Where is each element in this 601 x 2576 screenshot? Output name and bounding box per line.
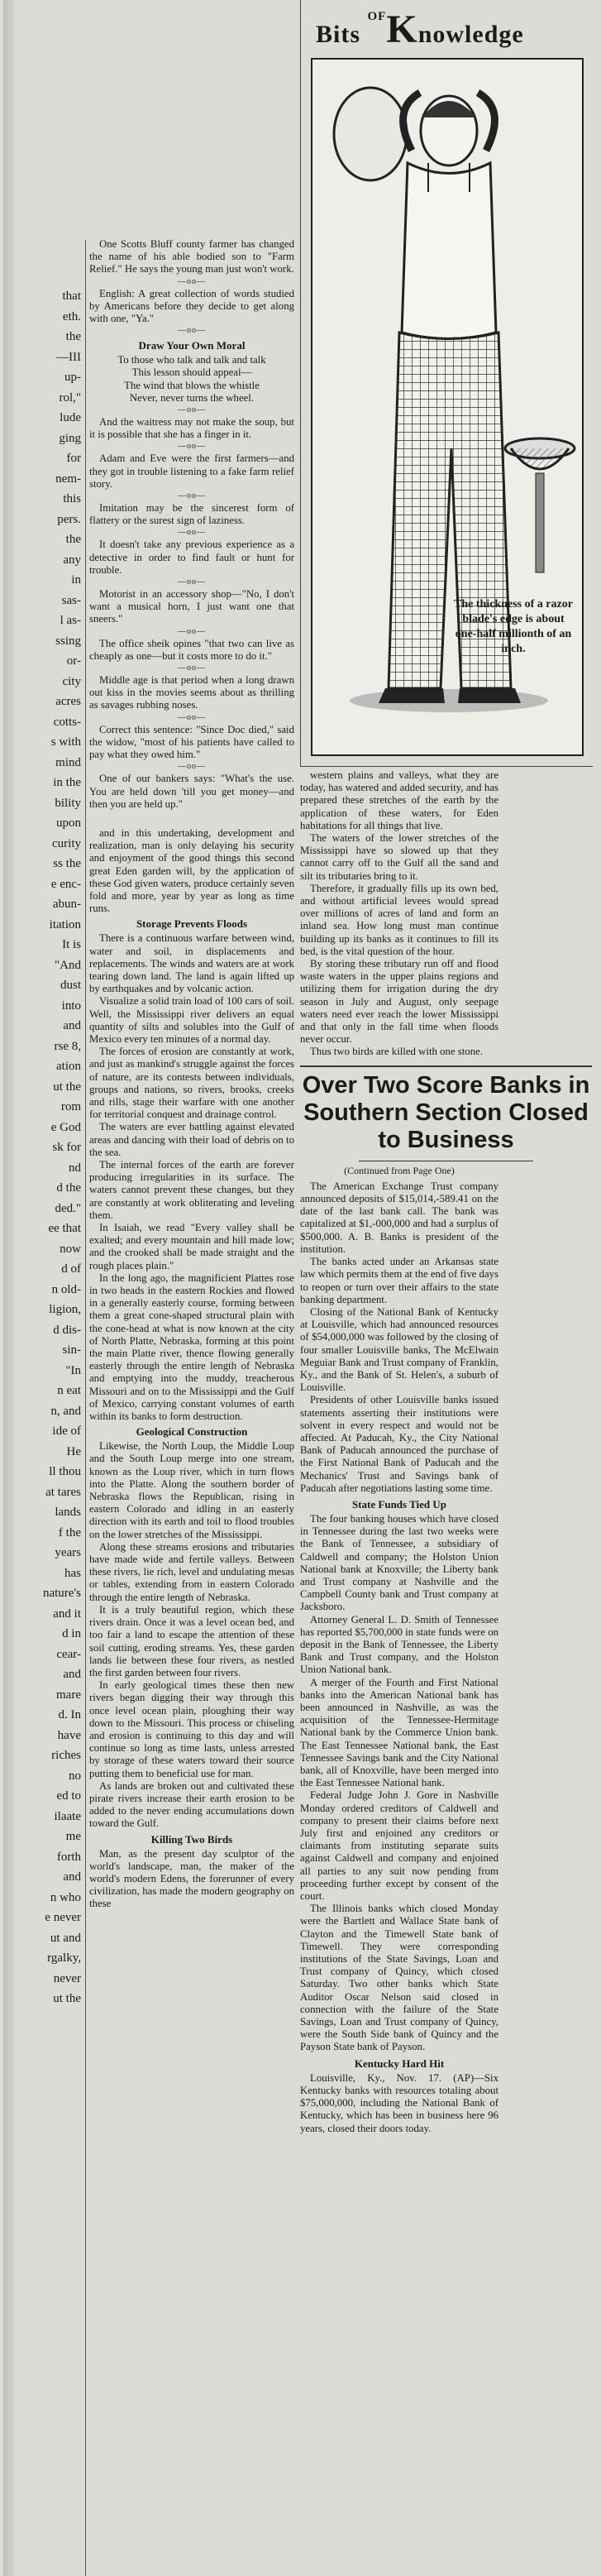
left-fragment: ation — [56, 1060, 81, 1073]
left-fragment: d of — [61, 1262, 81, 1276]
divider: —oo— — [178, 577, 206, 587]
paragraph: western plains and valleys, what they are today, has watered and added security, and has prepared these stretches of the earth by the application of these waters, for Eden habitations for all things that live. — [300, 769, 498, 831]
left-fragment: ded." — [55, 1201, 81, 1215]
paragraph: Visualize a solid train load of 100 cars of soil. Well, the Mississippi river delivers an equal quantity of silts and solubles into the Gulf of Mexico every ten minutes of a normal day. — [89, 995, 294, 1045]
divider: —oo— — [178, 626, 206, 636]
column-rule — [85, 240, 86, 2576]
left-fragment: up- — [64, 371, 81, 384]
divider: —oo— — [178, 528, 206, 538]
left-fragment: rol," — [59, 390, 81, 405]
flood-article-continued — [300, 769, 498, 1059]
paragraph: The internal forces of the earth are forever producing irregularities in its surface. The waters cannot prevent these changes, but they are constantly at work obliterating and leveling them. — [89, 1158, 294, 1221]
left-fragment: "In — [65, 1363, 81, 1377]
left-fragment: now — [60, 1242, 81, 1256]
paragraph: By storing these tributary run off and flood waste waters in the upper plains regions and utilizing them for irrigation during the dry season in July and August, only seepage waters need ever reach the lower Mississippi and that only in the fall time when floods never occur. — [300, 958, 498, 1046]
left-fragment: rse 8, — [54, 1039, 81, 1053]
divider: —oo— — [178, 405, 206, 415]
left-fragment: ilaate — [54, 1809, 81, 1823]
left-fragment: has — [64, 1566, 81, 1580]
left-fragment: mare — [56, 1688, 81, 1702]
left-fragment: ide of — [52, 1424, 81, 1438]
paragraph: It is a truly beautiful region, which these rivers drain. Once it was a level ocean bed, and too fair a land to escape the attention of these soil cutting, eroding streams. Yes, these garden lands lie between these four rivers, as nestled the first garden between four rivers. — [89, 1603, 294, 1678]
left-fragment: e never — [45, 1911, 81, 1924]
banks-article — [300, 1165, 498, 2135]
poem-line: The wind that blows the whistle — [124, 379, 260, 391]
left-fragment: sas- — [61, 593, 81, 607]
left-fragment: "And — [55, 958, 81, 972]
left-fragment: and — [63, 1668, 81, 1681]
left-fragment: and — [63, 1870, 81, 1884]
left-fragment: lands — [55, 1506, 81, 1519]
paragraph: and in this undertaking, development and realization, man is only delaying his security and enjoyment of the good things this second great Eden garden will, by the application of these God given waters, produce certainly seven fold and more, year by year as long as time runs. — [89, 826, 294, 915]
left-fragment: the — [65, 533, 81, 546]
paragraph: The waters are ever battling against elevated areas and dancing with their load of debris on to the sea. — [89, 1121, 294, 1158]
left-fragment: e enc- — [50, 877, 81, 891]
left-fragment: l as- — [60, 614, 81, 627]
paragraph: A merger of the Fourth and First National banks into the American National bank has been announced in Nashville, as was the acquisition of the Tennessee-Hermitage National bank by the Commerce Union bank. The East Tennessee National bank, the East Tennessee Savings bank and the City National bank, all of Knoxville, have been merged into the East Tennessee National bank. — [300, 1676, 498, 1789]
left-fragment: pers. — [57, 512, 81, 526]
left-fragment: and — [63, 1019, 81, 1032]
left-fragment: nd — [69, 1161, 81, 1175]
paragraph: The waters of the lower stretches of the Mississippi have so slowed up that they cannot carry off to the Gulf all the sand and silt its tributaries bring to it. — [300, 832, 498, 882]
paragraph: Correct this sentence: "Since Doc died," said the widow, "most of his patients have called to pay what they owed him." — [89, 723, 294, 761]
paragraph: Man, as the present day sculptor of the world's landscape, man, the maker of the world's modern Edens, the forerunner of every civilization, has made the modern geography on these — [89, 1847, 294, 1910]
left-fragment: e God — [50, 1120, 81, 1134]
left-fragment: d in — [62, 1627, 81, 1640]
paragraph: In Isaiah, we read "Every valley shall be exalted; and every mountain and hill made low; and the crooked shall be made straight and the rough places plain." — [89, 1222, 294, 1271]
paragraph: Presidents of other Louisville banks issued statements asserting their institutions were solvent in every respect and would not be affected. At Paducah, Ky., the City National Bank of Paducah announced the purchase of the First National Bank of Paducah and the Mechanics' Trust and Savings bank of Paducah after negotiations lasting some time. — [300, 1394, 498, 1494]
divider: —oo— — [178, 762, 206, 772]
left-fragment: in — [71, 573, 81, 587]
left-fragment: into — [61, 998, 81, 1013]
left-fragment: riches — [51, 1749, 81, 1762]
left-fragment: ut and — [50, 1931, 81, 1945]
left-fragment: d. In — [58, 1708, 81, 1721]
left-fragment: upon — [56, 816, 81, 830]
left-fragment: eth. — [62, 309, 81, 323]
left-fragment: city — [62, 674, 81, 688]
left-fragment: and it — [53, 1606, 81, 1621]
left-fragment: this — [63, 492, 81, 505]
divider: —oo— — [178, 712, 206, 722]
left-fragment: ligion, — [49, 1303, 81, 1316]
left-fragment: sin- — [62, 1343, 81, 1357]
left-fragment: the — [65, 330, 81, 343]
paragraph: The office sheik opines "that two can live as cheaply as one—but it costs more to do it." — [89, 637, 294, 662]
divider: —oo— — [178, 663, 206, 673]
left-fragment: n old- — [51, 1282, 81, 1296]
left-fragment: —III — [56, 350, 81, 364]
paragraph: And the waitress may not make the soup, but it is possible that she has a finger in it. — [89, 416, 294, 441]
paragraph: Middle age is that period when a long drawn out kiss in the movies seems about as thrilling as savages rubbing noses. — [89, 674, 294, 711]
paragraph: Louisville, Ky., Nov. 17. (AP)—Six Kentucky banks with resources totaling about $75,000,000, including the National Bank of Kentucky, which has been in business here 96 years, closed their doors today. — [300, 2071, 498, 2134]
paragraph: The Illinois banks which closed Monday were the Bartlett and Wallace State bank of Clayton and the Timewell State bank of Timewell. They were corresponding institutions of the State Savings, Loan and Trust company of Quincy, which closed Saturday. Two other banks which State Auditor Oscar Nelson said closed in connection with the failure of the State Savings, Loan and Trust company of Quincy, were the South Side bank of Quincy and the Payson State bank of Payson. — [300, 1903, 498, 2053]
divider: —oo— — [178, 326, 206, 336]
left-fragment: in the — [53, 776, 81, 789]
left-fragment: cotts- — [53, 715, 81, 729]
left-fragment: ll thou — [49, 1465, 81, 1478]
cartoon-caption: The thickness of a razor blade's edge is about one-half millionth of an inch. — [454, 598, 573, 655]
paragraph: Attorney General L. D. Smith of Tennessee has reported $5,700,000 in state funds were on deposit in the Bank of Tennessee, the Liberty Bank and Trust company, and the Holston Union National bank. — [300, 1613, 498, 1676]
left-fragment: f the — [58, 1525, 81, 1539]
cartoon-frame — [311, 58, 584, 756]
left-fragment: cear- — [56, 1647, 81, 1661]
left-fragment: sk for — [52, 1141, 81, 1154]
paragraph: In early geological times these then new rivers began digging their way through this once level ocean plain, ploughing their way down to the Missouri. This process or chiseling and erosion is continuing to this day and will continue so long as time lasts, unless arrested by storage of these waters toward their source putting them to beneficial use for man. — [89, 1679, 294, 1779]
paragraph: One of our bankers says: "What's the use. You are held down 'till you get money—and then you are held up." — [89, 773, 294, 810]
left-fragment: forth — [56, 1850, 81, 1864]
paragraph: As lands are broken out and cultivated these pirate rivers increase their earth erosion to be added to the never ending accumulations down toward the Gulf. — [89, 1779, 294, 1830]
left-fragment: bility — [55, 796, 81, 810]
bits-of-knowledge-panel — [300, 0, 593, 767]
bits-title: Bits $^{OF}$Knowledge — [316, 7, 524, 51]
left-fragment: rom — [60, 1100, 81, 1113]
left-fragment: nature's — [42, 1587, 81, 1600]
left-fragment: abun- — [52, 898, 81, 911]
left-fragment: d dis- — [53, 1323, 81, 1337]
left-fragment: have — [57, 1728, 81, 1742]
left-fragment: ging — [59, 431, 81, 445]
paragraph: Along these streams erosions and tributaries have made wide and fertile valleys. Between these rivers, lie rich, level and undulating mesas or tables, extending from in eastern Colorado through the entire length of Nebraska. — [89, 1540, 294, 1603]
left-fragment: s with — [50, 735, 81, 749]
divider: —oo— — [178, 276, 206, 286]
paragraph: Adam and Eve were the first farmers—and they got in trouble listening to a fake farm relief story. — [89, 452, 294, 490]
left-fragment: me — [65, 1830, 81, 1843]
left-fragment: acres — [55, 695, 81, 708]
spacer — [89, 811, 294, 827]
paragraph: Likewise, the North Loup, the Middle Loup and the South Loup merge into one stream, known as the Loup river, which in turn flows into the Platte. Along the southern border of Nebraska flows the Republican, rising in eastern Colorado and idling in an easterly direction with its earth and toil to flood troubles on the lower stretches of the Mississippi. — [89, 1440, 294, 1540]
article-headline: Over Two Score Banks in Southern Section Closed to Business — [300, 1065, 592, 1154]
paragraph: There is a continuous warfare between wind, water and soil, in displacements and replacements. The winds and waters are at work tearing down land. The land is again lifted up by earthquakes and by volcanic action. — [89, 932, 294, 995]
left-fragment: He — [66, 1444, 81, 1458]
left-fragment: no — [69, 1769, 81, 1783]
left-fragment: any — [63, 553, 81, 567]
left-fragment: itation — [49, 917, 81, 931]
poem-line: To those who talk and talk and talk — [117, 354, 266, 366]
paragraph: It doesn't take any previous experience as a detective in order to find fault or hunt for trouble. — [89, 539, 294, 576]
paragraph: The American Exchange Trust company announced deposits of $15,014,-589.41 on the date of the last bank call. The bank was capitalized at $1,-000,000 and had a surplus of $500,000. A. B. Banks is president of the institution. — [300, 1180, 498, 1255]
left-fragment: for — [66, 452, 81, 465]
paragraph: Imitation may be the sincerest form of flattery or the surest sign of laziness. — [89, 502, 294, 527]
left-fragment: at tares — [45, 1485, 81, 1499]
section-heading: Geological Construction — [136, 1425, 248, 1439]
divider: —oo— — [178, 491, 206, 501]
poem-line: This lesson should appeal— — [131, 366, 252, 379]
left-fragment: that — [62, 290, 81, 303]
left-fragment: ed to — [56, 1789, 81, 1803]
left-fragment: ssing — [55, 634, 81, 648]
left-fragment: lude — [60, 411, 81, 424]
left-fragment: or- — [66, 654, 81, 668]
paragraph: The four banking houses which have closed in Tennessee during the last two weeks were the Bank of Tennessee, a subsidiary of Caldwell and company; the Holston Union National bank at Knoxville; the Liberty bank and Trust company at Nashville and the Campbell County bank and Trust company at Jacksboro. — [300, 1512, 498, 1613]
left-fragment: ee that — [48, 1222, 81, 1235]
paragraph: Closing of the National Bank of Kentucky at Louisville, which had announced resources of $54,000,000 was followed by the closing of four smaller Louisville banks, The McElwain Meguiar Bank and Trust company of Franklin, Ky., and the Bank of St. Helen's, a suburb of Louisville. — [300, 1305, 498, 1394]
left-fragment: ut the — [53, 1080, 81, 1094]
left-fragment: mind — [55, 755, 81, 769]
section-heading: Storage Prevents Floods — [136, 917, 248, 931]
left-fragment: rgalky, — [47, 1951, 81, 1965]
left-fragment: nem- — [55, 472, 81, 486]
left-fragment: d the — [56, 1181, 81, 1195]
left-fragment: ss the — [53, 857, 81, 870]
left-fragment: ut the — [53, 1992, 81, 2005]
paragraph: One Scotts Bluff county farmer has changed the name of his able bodied son to "Farm Relief." He says the young man just won't work. — [89, 238, 294, 275]
paragraph: In the long ago, the magnificient Plattes rose in two heads in the eastern Rockies and flowed in a generally easterly course, forming between them a great cone-shaped structural plain with the cone-head at what is now known at the city of North Platte, Nebraska, forming at this point the main Platte river, thence flowing generally easterly through the entire length of Nebraska and emptying into the muddy, treacherous Missouri and on to the Mississippi and the Gulf of Mexico, carrying constant volumes of earth within its banks to form destruction. — [89, 1271, 294, 1423]
poem-heading: Draw Your Own Moral — [138, 339, 246, 352]
left-fragment: n, and — [50, 1404, 81, 1418]
paragraph: The banks acted under an Arkansas state law which permits them at the end of five days to reopen or turn over their affairs to the state banking department. — [300, 1256, 498, 1305]
left-fragment: curity — [52, 836, 81, 850]
paragraph: Motorist in an accessory shop—"No, I don't want a musical horn, I just want one that sneers." — [89, 588, 294, 625]
paragraph: Thus two birds are killed with one stone. — [310, 1046, 483, 1058]
paragraph: English: A great collection of words studied by Americans before they decide to get along with one, "Ya." — [89, 287, 294, 325]
continued-note: (Continued from Page One) — [344, 1164, 455, 1176]
section-heading: Kentucky Hard Hit — [354, 2056, 445, 2070]
left-fragment: n who — [50, 1890, 81, 1904]
column-one — [89, 238, 294, 1911]
left-fragment: n eat — [57, 1384, 81, 1397]
left-fragment: never — [53, 1971, 81, 1985]
left-fragment: years — [55, 1546, 81, 1559]
paragraph: Federal Judge John J. Gore in Nashville Monday ordered creditors of Caldwell and company to present their claims before next July first and enjoined any creditors or claimants from instituting separate suits against Caldwell and company and enjoined all parties to any suit now pending from proceeding further except by consent of the court. — [300, 1789, 498, 1903]
paragraph: The forces of erosion are constantly at work, and just as mankind's struggle against the forces of nature, are its contests between individuals, groups and nations, so rivers, brooks, creeks and rills, stage their warfare with one another for territorial conquest and drainage control. — [89, 1046, 294, 1121]
column-two — [300, 769, 592, 2135]
divider: —oo— — [178, 442, 206, 452]
section-heading: State Funds Tied Up — [351, 1497, 447, 1511]
poem-line: Never, never turns the wheel. — [129, 391, 255, 404]
left-column-fragments — [13, 0, 83, 2576]
left-fragment: dust — [60, 979, 81, 992]
left-fragment: It is — [62, 938, 81, 951]
section-heading: Killing Two Birds — [150, 1832, 233, 1846]
paragraph: Therefore, it gradually fills up its own bed, and without artificial levees would spread over millions of acres of land and form an inland sea. How long must man continue building up its banks as it continues to fill its bed, is the vital question of the hour. — [300, 882, 498, 957]
